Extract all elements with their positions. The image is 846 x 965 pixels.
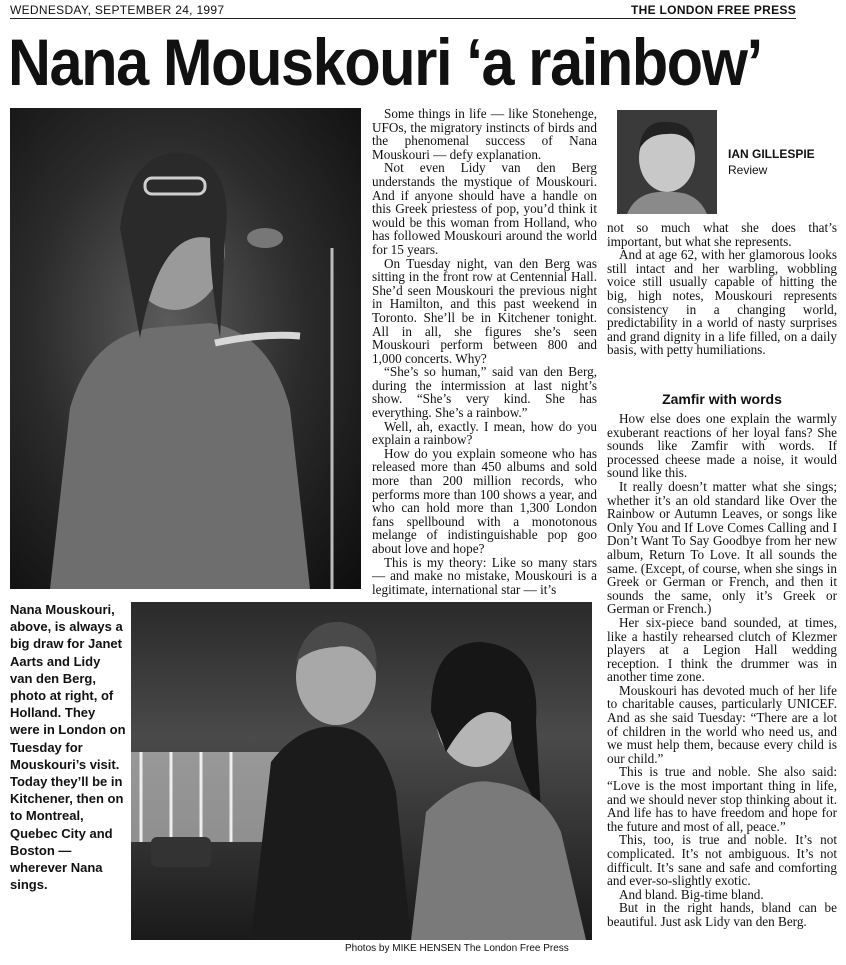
article-column-right — [607, 412, 837, 950]
article-column-right-top — [607, 221, 837, 387]
subheading: Zamfir with words — [662, 391, 782, 407]
article-column-middle — [372, 106, 597, 597]
photo-credit: Photos by MIKE HENSEN The London Free Press — [345, 943, 569, 954]
photo-caption: Nana Mouskouri, above, is always a big draw for Janet Aarts and Lidy van den Berg, photo at right, of Holland. They were in London on Tuesday for Mouskouri’s visit. Today they’ll be in Kitchener, then on to Montreal, Quebec City and Boston — wherever Nana sings. — [10, 602, 126, 893]
headline: Nana Mouskouri ‘a rainbow’ — [8, 25, 762, 99]
masthead — [10, 2, 796, 19]
paragraph: And bland. Big-time bland. — [619, 886, 764, 902]
paragraph: How else does one explain the warmly exuberant reactions of her loyal fans? She sounds like Zamfir with words. If processed cheese made a noise, it would sound like this. — [607, 411, 837, 481]
paragraph: But in the right hands, bland can be beautiful. Just ask Lidy van den Berg. — [607, 900, 837, 929]
columnist-headshot — [617, 110, 717, 214]
issue-date: WEDNESDAY, SEPTEMBER 24, 1997 — [10, 3, 225, 17]
fans-photo-graphic — [131, 602, 592, 940]
byline — [728, 146, 838, 178]
paragraph: not so much what she does that’s important, but what she represents. — [607, 220, 837, 249]
paragraph: Not even Lidy van den Berg understands the mystique of Mouskouri. And if anyone should have a handle on this Greek priestess of pop, you’d think it would be this woman from Holland, who has followed Mouskouri around the world for 15 years. — [372, 160, 597, 257]
article-type: Review — [728, 163, 768, 177]
paragraph: “She’s so human,” said van den Berg, during the intermission at last night’s show. “She’s very kind. She has everything. She’s a rainbow.” — [372, 364, 597, 421]
paragraph: Her six-piece band sounded, at times, like a hastily rehearsed clutch of Klezmer players at a Legion Hall wedding reception. I think the drummer was in another time zone. — [607, 614, 837, 685]
photo-singer-performing — [10, 108, 361, 589]
paragraph: Well, ah, exactly. I mean, how do you explain a rainbow? — [372, 418, 597, 448]
photo-fans — [131, 602, 592, 940]
paragraph: Mouskouri has devoted much of her life to charitable causes, particularly UNICEF. And as she said Tuesday: “There are a lot of children in the world who need us, and we must help them, because every child is our child.” — [607, 682, 837, 766]
paragraph: Some things in life — like Stonehenge, UFOs, the migratory instincts of birds and the phenomenal success of Nana Mouskouri — defy explanation. — [372, 106, 597, 162]
author-name: IAN GILLESPIE — [728, 147, 815, 161]
publication-name: THE LONDON FREE PRESS — [631, 3, 796, 17]
paragraph: This is true and noble. She also said: “Love is the most important thing in life, and we should never stop thinking about it. And life has to have freedom and hope for the future and most of all, peace.” — [607, 764, 837, 834]
paragraph: This, too, is true and noble. It’s not complicated. It’s not ambiguous. It’s not difficult. It’s sane and safe and comforting and ever-so-slightly exotic. — [607, 832, 837, 889]
paragraph: How do you explain someone who has released more than 450 albums and sold more than 200 million records, who performs more than 100 shows a year, and who can hold more than 1,300 London fans spellbound with a monotonous melange of indistinguishable pop goo about love and hope? — [372, 445, 597, 556]
paragraph: This is my theory: Like so many stars — and make no mistake, Mouskouri is a legitimate, international star — it’s — [372, 554, 597, 597]
paragraph: And at age 62, with her glamorous looks still intact and her warbling, wobbling voice still usually capable of hitting the big, high notes, Mouskouri represents consistency in a changing world, predictability in a world of nasty surprises and grand dignity in a life filled, on a daily basis, with petty humiliations. — [607, 247, 837, 358]
headshot-graphic — [617, 110, 717, 214]
singer-photo-graphic — [10, 108, 361, 589]
paragraph: On Tuesday night, van den Berg was sitting in the front row at Centennial Hall. She’d seen Mouskouri the previous night in Hamilton, and this past weekend in Toronto. She’ll be in Kitchener tonight. All in all, she figures she’s seen Mouskouri perform between 800 and 1,000 concerts. Why? — [372, 255, 597, 366]
paragraph: It really doesn’t matter what she sings; whether it’s an old standard like Over the Rainbow or Autumn Leaves, or songs like Only You and If Love Comes Calling and I Don’t Want To Say Goodbye from her new album, Return To Love. It all sounds the same. (Except, of course, when she sings in Greek or German or French, and then it sounds the same, only it’s Greek or German or French.) — [607, 478, 837, 617]
